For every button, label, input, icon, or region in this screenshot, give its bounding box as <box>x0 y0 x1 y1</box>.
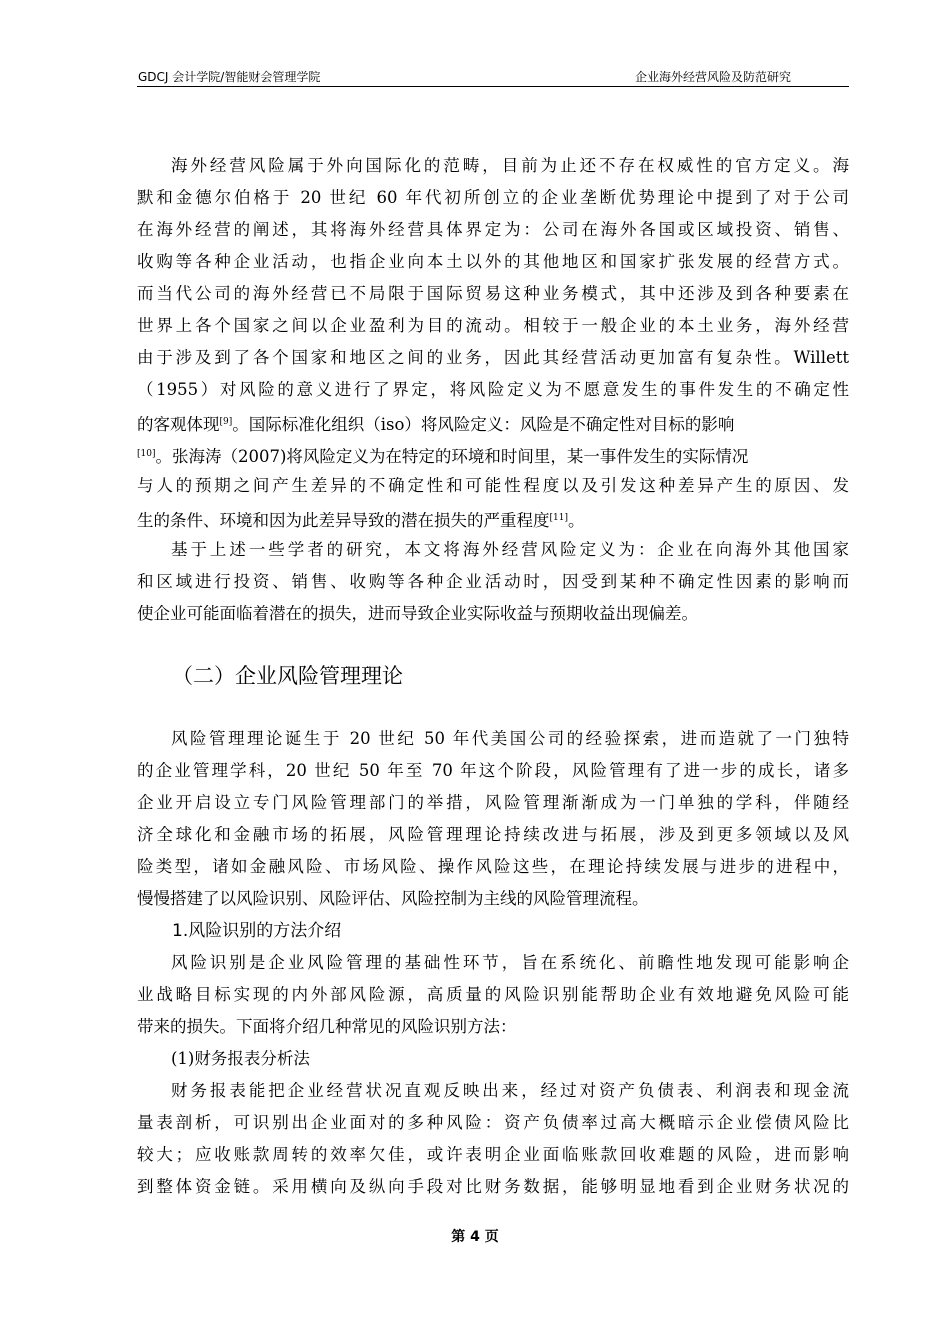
subsection-title: 1.风险识别的方法介绍 <box>172 921 342 941</box>
text-run: 。国际标准化组织（iso）将风险定义：风险是不确定性对目标的影响 <box>232 415 735 434</box>
paragraph-line: 的企业管理学科，20 世纪 50 年至 70 年这个阶段，风险管理有了进一步的成长，诸多 <box>137 761 849 780</box>
text-run: 。 <box>567 511 585 530</box>
paragraph-line: 企业开启设立专门风险管理部门的举措，风险管理渐渐成为一门单独的学科，伴随经 <box>137 793 849 812</box>
paragraph-line <box>137 444 849 467</box>
paragraph-line: 较大；应收账款周转的效率欠佳，或许表明企业面临账款回收难题的风险，进而影响 <box>137 1145 849 1164</box>
section-title: （二）企业风险管理理论 <box>172 664 403 688</box>
paragraph-line: 默和金德尔伯格于 20 世纪 60 年代初所创立的企业垄断优势理论中提到了对于公司 <box>137 188 849 207</box>
page-header <box>137 70 849 87</box>
citation-ref: [9] <box>219 417 233 427</box>
paragraph-line: 带来的损失。下面将介绍几种常见的风险识别方法： <box>137 1017 517 1036</box>
citation-ref: [10] <box>137 449 156 459</box>
paragraph-line: 基于上述一些学者的研究，本文将海外经营风险定义为：企业在向海外其他国家 <box>171 540 849 559</box>
text-run: 。张海涛（2007)将风险定义为在特定的环境和时间里，某一事件发生的实际情况 <box>155 447 749 466</box>
paragraph-line <box>137 412 849 435</box>
paragraph-line: 财务报表能把企业经营状况直观反映出来，经过对资产负债表、利润表和现金流 <box>171 1081 849 1100</box>
paragraph-line: 收购等各种企业活动，也指企业向本土以外的其他地区和国家扩张发展的经营方式。 <box>137 252 849 271</box>
paragraph-line <box>137 508 849 531</box>
paragraph-line: 在海外经营的阐述，其将海外经营具体界定为：公司在海外各国或区域投资、销售、 <box>137 220 849 239</box>
text-run: 生的条件、环境和因为此差异导致的潜在损失的严重程度 <box>137 511 550 530</box>
citation-ref: [11] <box>549 513 568 523</box>
paragraph-line: 风险管理理论诞生于 20 世纪 50 年代美国公司的经验探索，进而造就了一门独特 <box>171 729 849 748</box>
paragraph-line: 量表剖析，可识别出企业面对的多种风险：资产负债率过高大概暗示企业偿债风险比 <box>137 1113 849 1132</box>
paragraph-line: 业战略目标实现的内外部风险源，高质量的风险识别能帮助企业有效地避免风险可能 <box>137 985 849 1004</box>
paragraph-line: 慢慢搭建了以风险识别、风险评估、风险控制为主线的风险管理流程。 <box>137 889 649 908</box>
paragraph-line: 使企业可能面临着潜在的损失，进而导致企业实际收益与预期收益出现偏差。 <box>137 604 698 623</box>
header-school: GDCJ 会计学院/智能财会管理学院 <box>138 70 321 84</box>
page-number: 第 4 页 <box>451 1229 499 1245</box>
paragraph-line: 到整体资金链。采用横向及纵向手段对比财务数据，能够明显地看到企业财务状况的 <box>137 1177 849 1196</box>
paragraph-line: 险类型，诸如金融风险、市场风险、操作风险这些，在理论持续发展与进步的进程中， <box>137 857 849 876</box>
paragraph-line: 与人的预期之间产生差异的不确定性和可能性程度以及引发这种差异产生的原因、发 <box>137 476 849 495</box>
paragraph-line: 而当代公司的海外经营已不局限于国际贸易这种业务模式，其中还涉及到各种要素在 <box>137 284 849 303</box>
paragraph-line: 海外经营风险属于外向国际化的范畴，目前为止还不存在权威性的官方定义。海 <box>171 156 849 175</box>
paragraph-line: （1955）对风险的意义进行了界定，将风险定义为不愿意发生的事件发生的不确定性 <box>137 380 849 399</box>
paragraph-line: 和区域进行投资、销售、收购等各种企业活动时，因受到某种不确定性因素的影响而 <box>137 572 849 591</box>
paragraph-line: 风险识别是企业风险管理的基础性环节，旨在系统化、前瞻性地发现可能影响企 <box>171 953 849 972</box>
header-paper-title: 企业海外经营风险及防范研究 <box>634 70 791 84</box>
text-run: 的客观体现 <box>137 415 220 434</box>
list-item-label: (1)财务报表分析法 <box>171 1049 310 1068</box>
paragraph-line: 济全球化和金融市场的拓展，风险管理理论持续改进与拓展，涉及到更多领域以及风 <box>137 825 849 844</box>
paragraph-line: 由于涉及到了各个国家和地区之间的业务，因此其经营活动更加富有复杂性。Willett <box>137 348 849 367</box>
paragraph-line: 世界上各个国家之间以企业盈利为目的流动。相较于一般企业的本土业务，海外经营 <box>137 316 849 335</box>
